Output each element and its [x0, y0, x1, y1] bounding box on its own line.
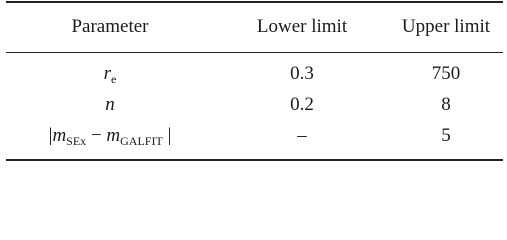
lower-limit-n: 0.2: [290, 94, 314, 115]
upper-limit-magdiff: 5: [441, 125, 451, 146]
upper-limit-re: 750: [431, 63, 461, 84]
upper-limit-n: 8: [441, 94, 451, 115]
param-n-symbol: n: [105, 94, 115, 115]
lower-limit-re: 0.3: [290, 63, 314, 84]
param-n: [20, 95, 200, 114]
table-bottom-rule: [6, 159, 503, 161]
mag-sex-subscript: SEx: [66, 134, 87, 148]
header-parameter: Parameter: [71, 16, 149, 37]
header-upper-limit: Upper limit: [401, 16, 491, 37]
mag-galfit-subscript: GALFIT: [120, 134, 163, 148]
table-top-rule: [6, 1, 503, 3]
param-re: [20, 63, 200, 86]
param-re-symbol: r: [103, 63, 112, 84]
abs-close-bar: |: [167, 125, 172, 146]
mag-sex-symbol: m: [52, 125, 67, 146]
param-magnitude-difference: [20, 125, 200, 148]
abs-open-bar: |: [48, 125, 53, 146]
minus-sign: −: [90, 125, 102, 146]
mag-galfit-symbol: m: [106, 125, 121, 146]
lower-limit-magdiff: –: [297, 125, 307, 146]
table-header-rule: [6, 52, 503, 53]
header-lower-limit: Lower limit: [256, 16, 348, 37]
param-re-subscript: e: [111, 72, 117, 86]
